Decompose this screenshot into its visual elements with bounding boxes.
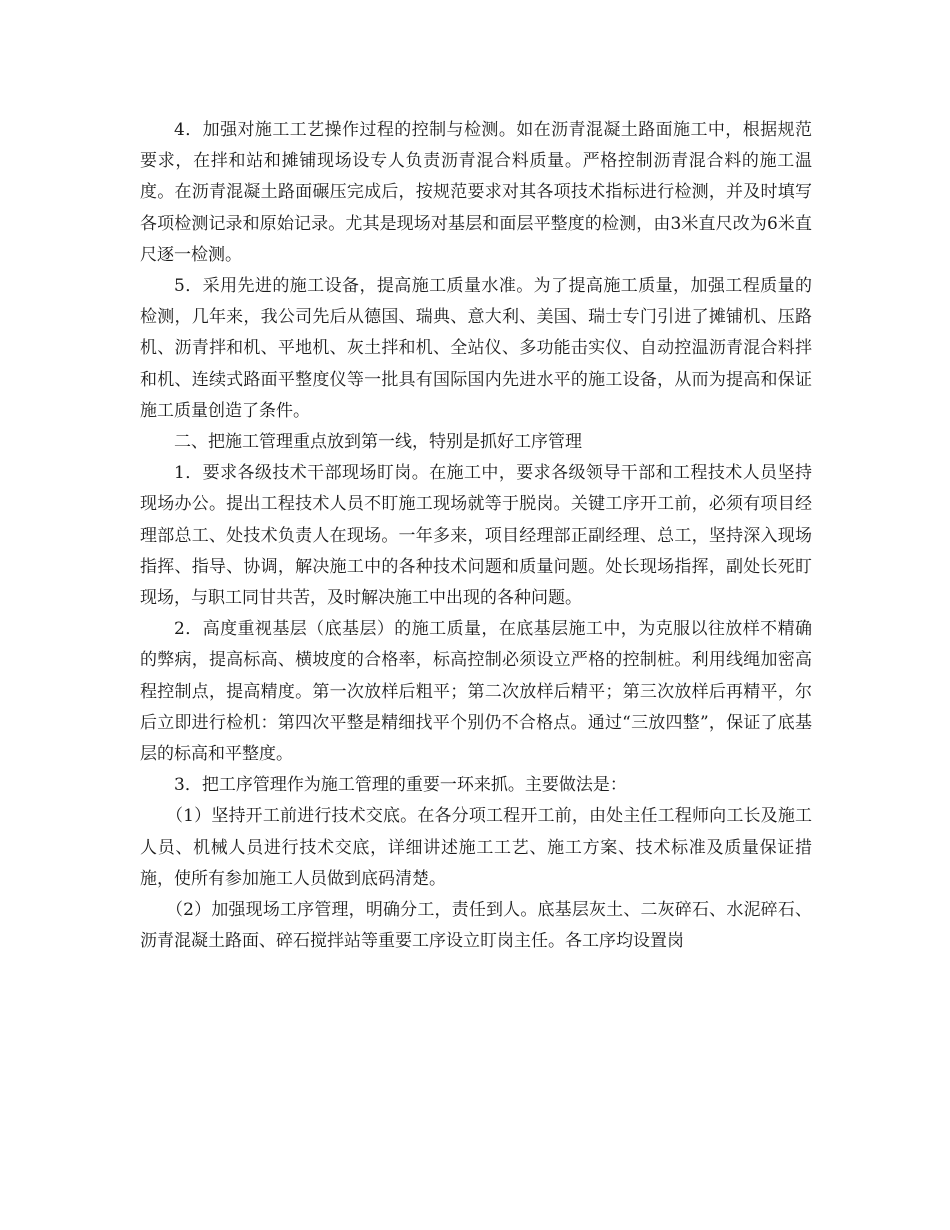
paragraph-technical-briefing: （1）坚持开工前进行技术交底。在各分项工程开工前，由处主任工程师向工长及施工人员、机械人员进行技术交底，详细讲述施工工艺、施工方案、技术标准及质量保证措施，使所有参加施工人员做到底码清楚。 [140,806,812,889]
paragraph-onsite-process-management: （2）加强现场工序管理，明确分工，责任到人。底基层灰土、二灰碎石、水泥碎石、沥青混凝土路面、碎石搅拌站等重要工序设立盯岗主任。各工序均设置岗 [140,900,812,952]
paragraph-technical-staff-on-site: 1．要求各级技术干部现场盯岗。在施工中，要求各级领导干部和工程技术人员坚持现场办公。提出工程技术人员不盯施工现场就等于脱岗。关键工序开工前，必须有项目经理部总工、处技术负责人在现场。一年多来，项目经理部正副经理、总工，坚持深入现场指挥、指导、协调，解决施工中的各种技术问题和质量问题。处长现场指挥，副处长死盯现场，与职工同甘共苦，及时解决施工中出现的各种问题。 [140,463,812,609]
section-heading-frontline-management: 二、把施工管理重点放到第一线，特别是抓好工序管理 [174,432,582,453]
document-body [140,115,812,957]
paragraph-construction-process-control: 4．加强对施工工艺操作过程的控制与检测。如在沥青混凝土路面施工中，根据规范要求，在拌和站和摊铺现场设专人负责沥青混合料质量。严格控制沥青混合料的施工温度。在沥青混凝土路面碾压完成后，按规范要求对其各项技术指标进行检测，并及时填写各项检测记录和原始记录。尤其是现场对基层和面层平整度的检测，由3米直尺改为6米直尺逐一检测。 [140,120,812,265]
paragraph-process-management: 3．把工序管理作为施工管理的重要一环来抓。主要做法是： [174,775,627,796]
paragraph-base-layer-quality: 2．高度重视基层（底基层）的施工质量，在底基层施工中，为克服以往放样不精确的弊病，提高标高、横坡度的合格率，标高控制必须设立严格的控制桩。利用线绳加密高程控制点，提高精度。第一次放样后粗平；第二次放样后精平；第三次放样后再精平，尔后立即进行检机：第四次平整是精细找平个别仍不合格点。通过“三放四整”，保证了底基层的标高和平整度。 [140,619,812,765]
paragraph-advanced-equipment: 5．采用先进的施工设备，提高施工质量水准。为了提高施工质量，加强工程质量的检测，几年来，我公司先后从德国、瑞典、意大利、美国、瑞士专门引进了摊铺机、压路机、沥青拌和机、平地机、灰土拌和机、全站仪、多功能击实仪、自动控温沥青混合料拌和机、连续式路面平整度仪等一批具有国际国内先进水平的施工设备，从而为提高和保证施工质量创造了条件。 [140,276,812,421]
